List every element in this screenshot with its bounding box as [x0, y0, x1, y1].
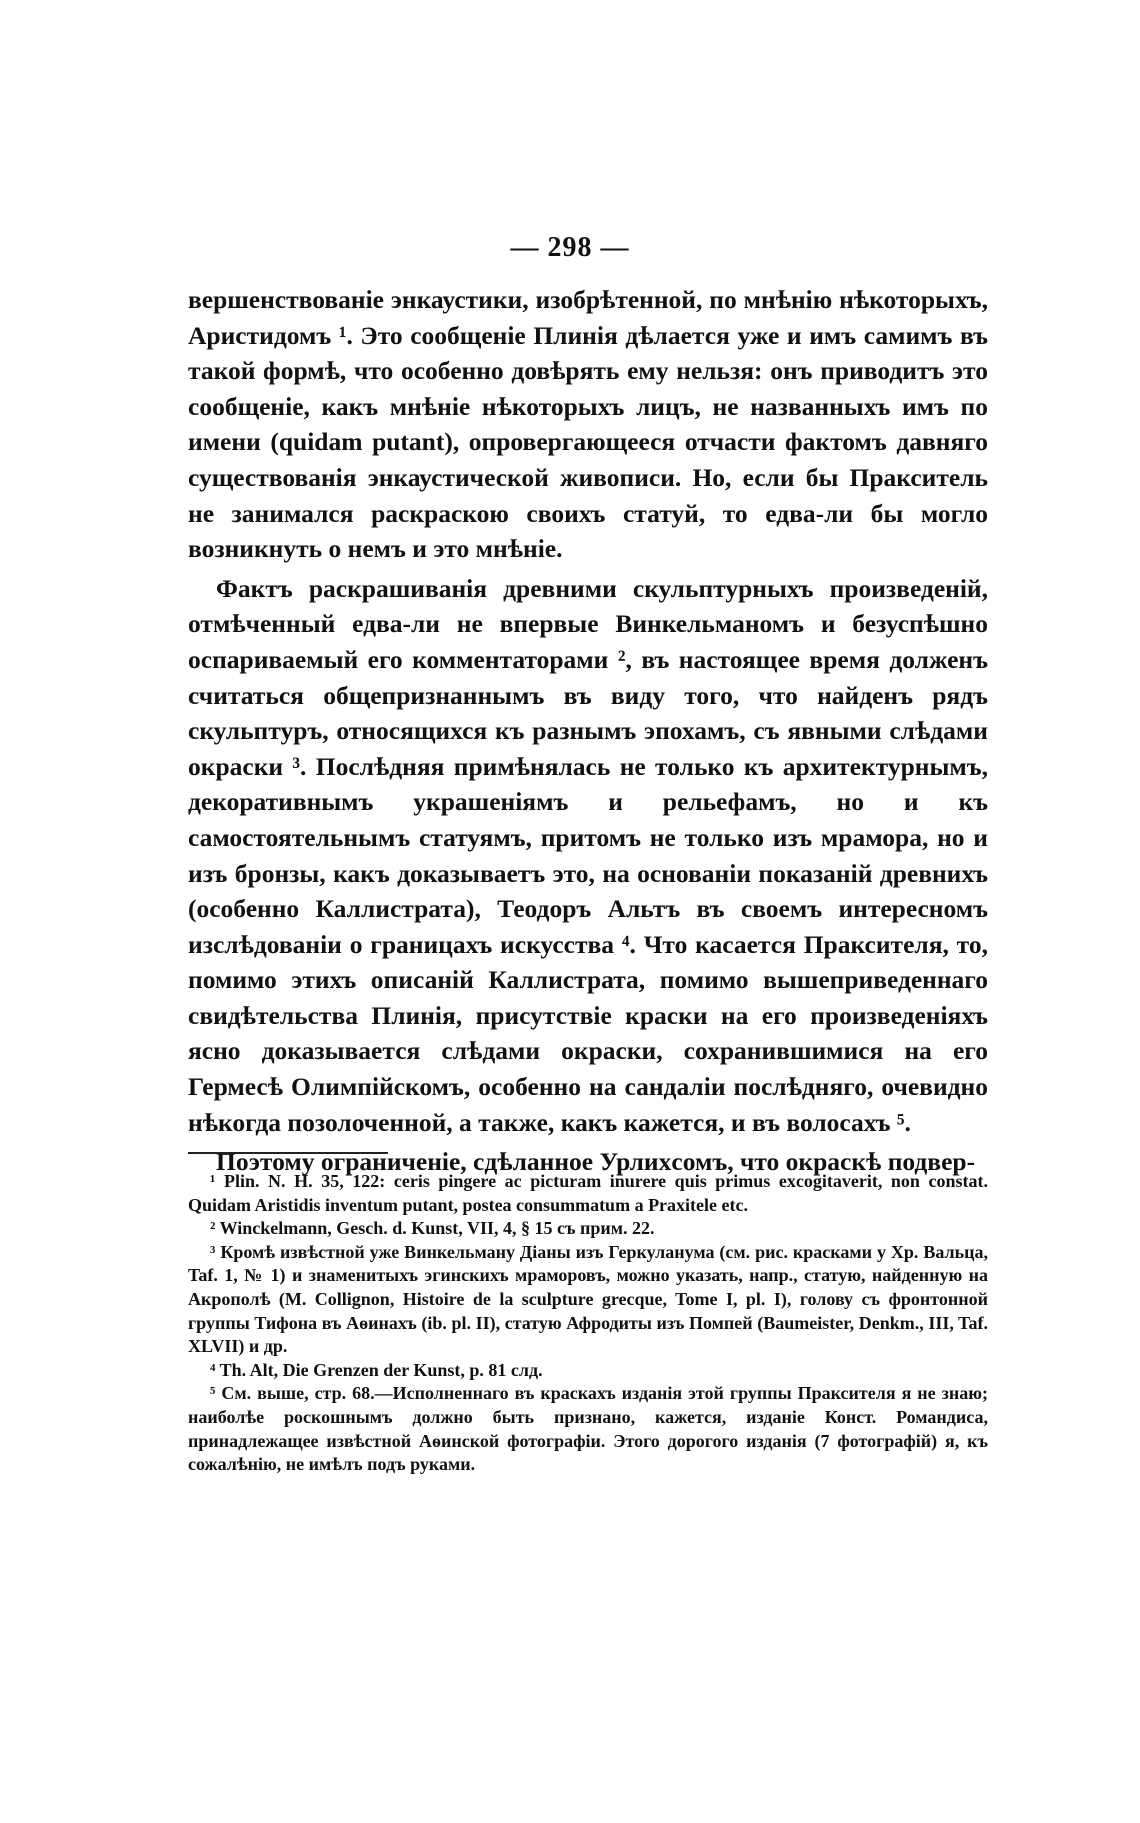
paragraph-1: вершенствованіе энкаустики, изобрѣтенной, по мнѣнію нѣкоторыхъ, Аристидомъ ¹. Это сообщеніе Плинія дѣлается уже и имъ самимъ въ такой формѣ, что особенно довѣрять ему нельзя: онъ приводитъ это сообщеніе, какъ мнѣніе нѣкоторыхъ лицъ, не названныхъ имъ по имени (quidam putant), опровергающееся отчасти фактомъ давняго существованія энкаустической живописи. Но, если бы Пракситель не занимался раскраскою своихъ статуй, то едва-ли бы могло возникнуть о немъ и это мнѣніе. — [188, 285, 988, 564]
paragraph-3: Поэтому ограниченіе, сдѣланное Урлиxсомъ, что окраскѣ подвер- — [216, 1147, 976, 1177]
footnotes — [188, 1170, 988, 1477]
footnote-5: ⁵ См. выше, стр. 68.—Исполненнаго въ краскахъ изданія этой группы Праксителя я не знаю; наиболѣе роскошнымъ должно быть признано, кажется, изданіе Конст. Романдиса, принадлежащее извѣстной Аѳинской фотографіи. Этого дорогого изданія (7 фотографій) я, къ сожалѣнію, не имѣлъ подъ руками. — [188, 1383, 988, 1475]
footnote-1: ¹ Plin. N. H. 35, 122: ceris pingere ac picturam inurere quis primus excogitaverit, non constat. Quidam Aristidis inventum putant, postea consummatum a Praxitele etc. — [188, 1171, 988, 1215]
footnote-3: ³ Кромѣ извѣстной уже Винкельману Діаны изъ Геркуланума (см. рис. красками у Хр. Вальца, Taf. 1, № 1) и знаменитыхъ эгинскихъ мраморовъ, можно указать, напр., статую, найденную на Акрополѣ (M. Collignon, Histoire de la sculpture grecque, Tome I, pl. I), голову съ фронтонной группы Тифона въ Аѳинахъ (ib. pl. II), статую Афродиты изъ Помпей (Baumeister, Denkm., III, Taf. XLVII) и др. — [188, 1241, 988, 1357]
body-text — [188, 282, 988, 1180]
footnote-4: ⁴ Th. Alt, Die Grenzen der Kunst, p. 81 слд. — [210, 1359, 543, 1380]
page-number: — 298 — — [510, 232, 630, 263]
paragraph-2: Фактъ раскрашиванія древними скульптурныхъ произведеній, отмѣченный едва-ли не впервые Винкельманомъ и безуспѣшно оспариваемый его комментаторами ², въ настоящее время долженъ считаться общепризнаннымъ въ виду того, что найденъ рядъ скульптуръ, относящихся къ разнымъ эпохамъ, съ явными слѣдами окраски ³. Послѣдняя примѣнялась не только къ архитектурнымъ, декоративнымъ украшеніямъ и рельефамъ, но и къ самостоятельнымъ статуямъ, притомъ не только изъ мрамора, но и изъ бронзы, какъ доказываетъ это, на основаніи показаній древнихъ (особенно Каллистрата), Теодоръ Альтъ въ своемъ интересномъ изслѣдованіи о границахъ искусства ⁴. Что касается Праксителя, то, помимо этихъ описаній Каллистрата, помимо вышеприведеннаго свидѣтельства Плинія, присутствіе краски на его произведеніяхъ ясно доказывается слѣдами окраски, сохранившимися на его Гермесѣ Олимпійскомъ, особенно на сандаліи послѣдняго, очевидно нѣкогда позолоченной, а также, какъ кажется, и въ волосахъ ⁵. — [188, 573, 988, 1137]
footnote-2: ² Winckelmann, Gesch. d. Kunst, VII, 4, § 15 съ прим. 22. — [210, 1218, 655, 1239]
footnote-divider — [188, 1152, 388, 1154]
